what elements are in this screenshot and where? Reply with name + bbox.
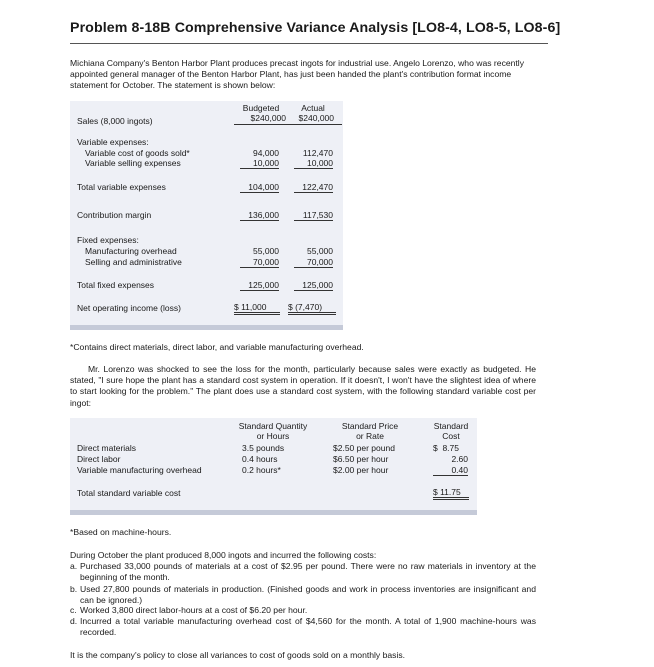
tve-actual: 122,470 — [294, 182, 333, 193]
table-bottom-bar — [70, 325, 343, 330]
dl-cost: 2.60 — [451, 454, 468, 464]
tve-label: Total variable expenses — [77, 182, 166, 192]
list-item-a-text: Purchased 33,000 pounds of materials at a cost of $2.95 per pound. There were no raw materials in inventory at the beginning of the month. — [80, 561, 536, 583]
title-divider — [70, 43, 548, 44]
noi-actual: $ (7,470) — [288, 302, 336, 315]
list-item-c-letter: c. — [70, 605, 77, 615]
dl-price: $6.50 per hour — [333, 454, 389, 464]
cm-label: Contribution margin — [77, 210, 152, 220]
mo-budgeted: 55,000 — [253, 246, 279, 256]
fixed-expenses-label: Fixed expenses: — [77, 235, 139, 245]
header-underline — [234, 124, 342, 125]
tfe-actual: 125,000 — [294, 280, 333, 291]
sa-actual: 70,000 — [294, 257, 333, 268]
intro-paragraph: Michiana Company's Benton Harbor Plant produces precast ingots for industrial use. Angelo Lorenzo, who was recently appointed general manager of the Benton Harbor Plant, has just been handed the plant's contribution format income statement for October. The statement is shown below: — [70, 58, 525, 91]
dm-qty: 3.5 pounds — [242, 443, 285, 453]
col-cost-header-1: Standard — [433, 421, 469, 431]
cm-budgeted: 136,000 — [240, 210, 279, 221]
vse-label: Variable selling expenses — [85, 158, 181, 168]
footnote-machine-hours: *Based on machine-hours. — [70, 527, 172, 537]
tfe-label: Total fixed expenses — [77, 280, 155, 290]
noi-budgeted: $ 11,000 — [234, 302, 280, 315]
footnote-contains: *Contains direct materials, direct labor, and variable manufacturing overhead. — [70, 342, 364, 352]
table2-bottom-bar — [70, 510, 477, 515]
list-item-c — [70, 605, 536, 616]
list-item-c-text: Worked 3,800 direct labor-hours at a cost of $6.20 per hour. — [80, 605, 308, 615]
vcgs-label: Variable cost of goods sold* — [85, 148, 190, 158]
vcgs-actual: 112,470 — [302, 148, 333, 158]
list-item-b-text: Used 27,800 pounds of materials in production. (Finished goods and work in process inventories are insignificant and can be ignored.) — [80, 584, 536, 606]
lorenzo-paragraph: Mr. Lorenzo was shocked to see the loss for the month, particularly because sales were exactly as budgeted. He stated, "I sure hope the plant has a standard cost system in operation. If it doesn't, I won't have the slightest idea of where to start looking for the problem." The plant does use a standard cost system, with the following standard variable cost per ingot: — [70, 364, 536, 408]
col-price-header-2: or Rate — [356, 431, 384, 441]
vcgs-budgeted: 94,000 — [253, 148, 279, 158]
total-std-label: Total standard variable cost — [77, 488, 181, 498]
col-budgeted-header: Budgeted — [242, 103, 280, 113]
list-item-b — [70, 584, 536, 606]
list-item-d-letter: d. — [70, 616, 78, 626]
list-item-a-letter: a. — [70, 561, 78, 571]
vmo-price: $2.00 per hour — [333, 465, 389, 475]
list-item-a — [70, 561, 536, 583]
sales-actual: $240,000 — [298, 113, 334, 123]
mo-actual: 55,000 — [307, 246, 333, 256]
tfe-budgeted: 125,000 — [240, 280, 279, 291]
sales-budgeted: $240,000 — [250, 113, 286, 123]
col-qty-header-2: or Hours — [256, 431, 290, 441]
dm-label: Direct materials — [77, 443, 137, 453]
vse-budgeted: 10,000 — [240, 158, 279, 169]
policy-paragraph: It is the company's policy to close all variances to cost of goods sold on a monthly basis. — [70, 650, 406, 660]
dm-cost: $ 8.75 — [433, 443, 459, 453]
vmo-label: Variable manufacturing overhead — [77, 465, 202, 475]
vmo-qty: 0.2 hours* — [242, 465, 281, 475]
vse-actual: 10,000 — [294, 158, 333, 169]
vmo-cost: 0.40 — [433, 465, 468, 476]
dl-label: Direct labor — [77, 454, 121, 464]
sa-budgeted: 70,000 — [240, 257, 279, 268]
cm-actual: 117,530 — [294, 210, 333, 221]
sa-label: Selling and administrative — [85, 257, 182, 267]
list-item-d — [70, 616, 536, 638]
page-title: Problem 8-18B Comprehensive Variance Analysis [LO8-4, LO8-5, LO8-6] — [70, 20, 561, 36]
list-item-d-text: Incurred a total variable manufacturing overhead cost of $4,560 for the month. A total of 1,900 machine-hours was recorded. — [80, 616, 536, 638]
tve-budgeted: 104,000 — [240, 182, 279, 193]
list-item-b-letter: b. — [70, 584, 78, 594]
october-paragraph: During October the plant produced 8,000 ingots and incurred the following costs: — [70, 550, 377, 560]
variable-expenses-label: Variable expenses: — [77, 137, 149, 147]
noi-label: Net operating income (loss) — [77, 303, 181, 313]
total-std-cost: $ 11.75 — [433, 487, 469, 500]
dl-qty: 0.4 hours — [242, 454, 278, 464]
mo-label: Manufacturing overhead — [85, 246, 177, 256]
col-actual-header: Actual — [301, 103, 325, 113]
col-price-header-1: Standard Price — [341, 421, 399, 431]
dm-price: $2.50 per pound — [333, 443, 395, 453]
sales-label: Sales (8,000 ingots) — [77, 116, 153, 126]
col-cost-header-2: Cost — [442, 431, 460, 441]
col-qty-header-1: Standard Quantity — [238, 421, 308, 431]
